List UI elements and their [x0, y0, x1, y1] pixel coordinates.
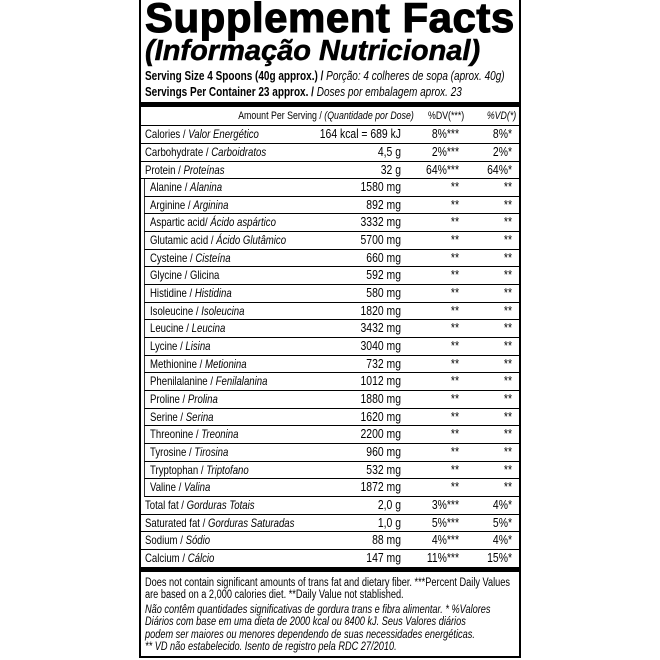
nutrient-name-en: Tryptophan — [150, 462, 199, 477]
footnote-english — [145, 577, 510, 602]
percent-daily-value-en: ** — [450, 479, 459, 495]
percent-daily-value-en: ** — [450, 249, 459, 265]
nutrient-name-pt: Cisteína — [195, 250, 231, 265]
nutrient-label — [145, 126, 259, 143]
amount-per-serving: 1872 mg — [360, 479, 401, 495]
nutrient-name-en: Cysteine — [150, 250, 188, 265]
percent-daily-value-en: ** — [450, 355, 459, 371]
nutrient-name-en: Proline — [150, 392, 180, 407]
nutrient-label — [150, 462, 249, 479]
nutrient-label — [145, 144, 266, 161]
percent-daily-value-pt: ** — [503, 373, 512, 389]
label-separator: / — [199, 515, 208, 530]
dv-header: %DV(***) — [428, 110, 465, 122]
nutrient-name-pt: Leucina — [191, 321, 226, 336]
nutrient-label — [150, 444, 228, 461]
footnote-line-pt: Diários com base em uma dieta de 2000 kcal ou 8400 kJ. Seus Valores diários — [145, 616, 466, 629]
percent-daily-value-pt: ** — [503, 249, 512, 265]
percent-daily-value-en: ** — [450, 373, 459, 389]
nutrient-label — [150, 356, 247, 373]
label-separator: / — [204, 215, 211, 230]
nutrient-name-pt: Arginina — [193, 197, 229, 212]
label-separator: / — [186, 445, 195, 459]
percent-daily-value-pt: 8%* — [492, 126, 512, 142]
amino-acid-row — [144, 356, 519, 374]
nutrient-row — [141, 126, 519, 144]
nutrient-name-en: Phenilalanine — [150, 374, 208, 389]
amount-per-serving: 1,0 g — [377, 514, 401, 530]
percent-daily-value-pt: ** — [503, 179, 512, 195]
percent-daily-value-pt: 4%* — [492, 496, 512, 512]
amount-header-en: Amount Per Serving — [238, 110, 317, 122]
label-separator: / — [177, 339, 186, 354]
nutrient-name-pt: Cálcio — [187, 550, 215, 565]
percent-daily-value-pt: ** — [503, 479, 512, 495]
amount-per-serving: 960 mg — [366, 444, 401, 459]
servings-per-container — [145, 85, 462, 100]
nutrient-name-pt: Proteínas — [183, 162, 225, 177]
amount-per-serving: 88 mg — [372, 532, 401, 548]
amount-per-serving: 3040 mg — [360, 338, 401, 354]
serving-size-en: Serving Size 4 Spoons (40g approx.) / — [145, 68, 324, 83]
footnote-line-pt: podem ser maiores ou menores dependendo de suas necessidades energéticas. — [145, 628, 475, 641]
nutrient-label — [145, 532, 210, 549]
amino-acid-row — [144, 462, 519, 480]
percent-daily-value-pt: 2%* — [492, 143, 512, 159]
label-separator: / — [182, 268, 191, 283]
amount-per-serving: 2200 mg — [360, 426, 401, 442]
percent-daily-value-pt: ** — [503, 391, 512, 407]
label-separator: / — [178, 497, 187, 512]
nutrient-name-pt: Ácido aspártico — [210, 215, 276, 230]
label-separator: / — [175, 480, 184, 495]
thick-divider-bottom — [141, 568, 519, 572]
nutrient-name-en: Protein — [145, 162, 176, 177]
label-separator: / — [183, 321, 192, 336]
supplement-facts-panel — [139, 0, 521, 658]
nutrient-name-pt: Serina — [185, 409, 214, 424]
amount-per-serving: 1880 mg — [360, 391, 401, 407]
percent-daily-value-en: 11%*** — [426, 549, 459, 565]
servings-per-container-en: Servings Per Container 23 approx. / — [145, 84, 314, 99]
nutrient-name-en: Lycine — [150, 339, 178, 354]
nutrient-label — [150, 232, 286, 249]
amino-acid-row — [144, 197, 519, 215]
nutrient-rows — [141, 126, 519, 567]
amount-per-serving: 1012 mg — [360, 373, 401, 389]
label-separator: / — [198, 462, 207, 477]
nutrient-name-pt: Metionina — [204, 356, 247, 371]
vd-header: %VD(*) — [486, 110, 517, 122]
percent-daily-value-pt: ** — [503, 214, 512, 230]
nutrient-name-pt: Prolina — [187, 392, 218, 407]
nutrient-label — [145, 497, 255, 514]
label-separator: / — [182, 180, 191, 195]
nutrient-name-pt: Fenilalanina — [215, 374, 268, 389]
nutrient-name-en: Glutamic acid — [150, 233, 209, 248]
nutrient-name-pt: Ácido Glutâmico — [216, 233, 287, 248]
percent-daily-value-en: 4%*** — [431, 532, 459, 548]
percent-daily-value-pt: 64%* — [487, 161, 512, 177]
percent-daily-value-en: ** — [450, 196, 459, 212]
percent-daily-value-en: ** — [450, 267, 459, 283]
amino-acid-row — [144, 320, 519, 338]
amino-acid-row — [144, 285, 519, 303]
amount-header-pt: (Quantidade por Dose) — [324, 110, 414, 122]
nutrient-name-pt: Valor Energético — [188, 127, 259, 142]
nutrient-label — [145, 515, 294, 532]
percent-daily-value-pt: ** — [503, 444, 512, 459]
footnote-line-en: Does not contain significant amounts of trans fat and dietary fiber. ***Percent Daily Values — [145, 577, 510, 589]
amount-header-separator: / — [316, 110, 325, 122]
nutrient-name-en: Saturated fat — [145, 515, 200, 530]
nutrient-row — [141, 162, 519, 180]
amino-acid-row — [144, 179, 519, 197]
amino-acid-row — [144, 232, 519, 250]
nutrient-label — [145, 162, 225, 179]
nutrient-name-en: Total fat — [145, 497, 179, 512]
label-separator: / — [196, 356, 205, 371]
nutrient-name-pt: Sódio — [185, 533, 211, 548]
percent-daily-value-en: ** — [450, 302, 459, 318]
nutrient-label — [150, 197, 228, 214]
nutrient-label — [150, 409, 214, 426]
label-separator: / — [177, 533, 186, 548]
percent-daily-value-pt: ** — [503, 426, 512, 442]
percent-daily-value-pt: ** — [503, 267, 512, 283]
percent-daily-value-en: ** — [450, 320, 459, 336]
amount-per-serving: 1580 mg — [360, 179, 401, 195]
label-separator: / — [177, 409, 186, 424]
amount-per-serving: 592 mg — [366, 267, 401, 283]
nutrient-label — [150, 214, 276, 231]
facts-table-area — [141, 0, 519, 656]
amino-acid-row — [144, 214, 519, 232]
nutrient-name-pt: Valina — [183, 480, 211, 495]
percent-daily-value-en: ** — [450, 338, 459, 354]
percent-daily-value-pt: ** — [503, 355, 512, 371]
nutrient-label — [150, 250, 231, 267]
panel-title: Supplement Facts — [145, 0, 515, 41]
nutrient-label — [150, 373, 267, 390]
percent-daily-value-en: 2%*** — [431, 143, 459, 159]
amount-per-serving: 580 mg — [366, 285, 401, 301]
amount-per-serving: 3432 mg — [360, 320, 401, 336]
nutrient-name-en: Glycine — [150, 268, 183, 283]
footnote-line-en: are based on a 2,000 calories diet. **Daily Value not stablished. — [145, 589, 404, 602]
panel-subtitle: (Informação Nutricional) — [145, 35, 481, 67]
percent-daily-value-pt: ** — [503, 461, 512, 477]
nutrient-row — [141, 532, 519, 550]
amount-per-serving-header — [238, 107, 414, 125]
nutrient-label — [145, 550, 214, 567]
amino-acid-row — [144, 391, 519, 409]
nutrient-name-en: Aspartic acid — [150, 215, 205, 230]
nutrient-name-pt: Glicina — [190, 268, 220, 283]
amino-acid-row — [144, 426, 519, 444]
nutrient-name-pt: Isoleucina — [201, 303, 245, 318]
amount-per-serving: 3332 mg — [360, 214, 401, 230]
percent-daily-value-pt: ** — [503, 408, 512, 424]
label-separator: / — [193, 427, 202, 442]
serving-size — [145, 69, 505, 84]
nutrient-name-en: Calcium — [145, 550, 180, 565]
amount-per-serving: 1620 mg — [360, 408, 401, 424]
amount-per-serving: 532 mg — [366, 461, 401, 477]
label-separator: / — [179, 392, 188, 407]
nutrient-row — [141, 515, 519, 533]
amount-per-serving: 147 mg — [366, 549, 401, 565]
percent-daily-value-pt: 4%* — [492, 532, 512, 548]
percent-daily-value-en: ** — [450, 426, 459, 442]
nutrient-name-en: Isoleucine — [150, 303, 194, 318]
nutrient-label — [150, 479, 210, 496]
header-row — [141, 107, 519, 126]
nutrient-name-pt: Tirosina — [194, 445, 229, 459]
nutrient-label — [150, 338, 211, 355]
footnote-line-pt: ** VD não estabelecido. Isento de registro pela RDC 27/2010. — [145, 641, 397, 654]
nutrient-name-pt: Lisina — [185, 339, 211, 354]
label-separator: / — [179, 550, 188, 565]
nutrient-name-pt: Triptofano — [206, 462, 249, 477]
percent-daily-value-en: ** — [450, 391, 459, 407]
percent-daily-value-pt: ** — [503, 320, 512, 336]
nutrient-label — [150, 426, 238, 443]
amount-per-serving: 5700 mg — [360, 232, 401, 248]
amino-acid-row — [144, 303, 519, 321]
percent-daily-value-pt: ** — [503, 196, 512, 212]
amount-per-serving: 2,0 g — [377, 496, 401, 512]
nutrient-label — [150, 320, 225, 337]
nutrient-label — [150, 303, 244, 320]
nutrient-name-en: Carbohydrate — [145, 144, 204, 159]
nutrient-name-en: Arginine — [150, 197, 186, 212]
amount-per-serving: 732 mg — [366, 355, 401, 371]
percent-daily-value-pt: 5%* — [492, 514, 512, 530]
percent-daily-value-en: ** — [450, 444, 459, 459]
nutrient-row — [141, 144, 519, 162]
percent-daily-value-en: 3%*** — [431, 496, 459, 512]
percent-daily-value-en: ** — [450, 232, 459, 248]
percent-daily-value-pt: ** — [503, 302, 512, 318]
amount-per-serving: 4,5 g — [377, 143, 401, 159]
nutrient-name-en: Alanine — [150, 180, 183, 195]
footnote-line-pt: Não contêm quantidades significativas de gordura trans e fibra alimentar. * %Valores — [145, 604, 491, 616]
amino-acid-row — [144, 267, 519, 285]
nutrient-name-pt: Gorduras Saturadas — [207, 515, 295, 530]
nutrient-name-en: Histidine — [150, 286, 187, 301]
percent-daily-value-en: 64%*** — [426, 161, 459, 177]
nutrient-name-en: Tyrosine — [150, 445, 187, 459]
nutrient-row — [141, 497, 519, 515]
percent-daily-value-en: 5%*** — [431, 514, 459, 530]
percent-daily-value-en: ** — [450, 461, 459, 477]
amino-acid-row — [144, 409, 519, 427]
label-separator: / — [180, 127, 189, 142]
label-separator: / — [208, 233, 217, 248]
label-separator: / — [175, 162, 184, 177]
label-separator: / — [187, 250, 196, 265]
percent-daily-value-pt: ** — [503, 285, 512, 301]
nutrient-name-pt: Carboidratos — [211, 144, 267, 159]
label-separator: / — [185, 197, 194, 212]
servings-per-container-pt: Doses por embalagem aprox. 23 — [316, 84, 462, 99]
percent-daily-value-en: ** — [450, 285, 459, 301]
amount-per-serving: 660 mg — [366, 249, 401, 265]
label-separator: / — [186, 286, 195, 301]
amino-acid-row — [144, 373, 519, 391]
percent-daily-value-en: 8%*** — [431, 126, 459, 142]
nutrient-name-en: Leucine — [150, 321, 184, 336]
percent-daily-value-en: ** — [450, 179, 459, 195]
amount-per-serving: 164 kcal = 689 kJ — [319, 126, 401, 142]
footnote-portuguese — [145, 604, 491, 654]
label-separator: / — [207, 374, 216, 389]
amino-acid-row — [144, 338, 519, 356]
nutrient-name-en: Threonine — [150, 427, 194, 442]
percent-daily-value-pt: 15%* — [487, 549, 512, 565]
nutrient-label — [150, 267, 219, 284]
percent-daily-value-en: ** — [450, 214, 459, 230]
amino-acid-row — [144, 444, 519, 462]
amount-per-serving: 1820 mg — [360, 302, 401, 318]
nutrient-row — [141, 550, 519, 568]
nutrient-name-pt: Alanina — [190, 180, 223, 195]
percent-daily-value-pt: ** — [503, 232, 512, 248]
nutrient-label — [150, 179, 222, 196]
serving-size-pt: Porção: 4 colheres de sopa (aprox. 40g) — [326, 68, 505, 83]
nutrient-label — [150, 391, 218, 408]
nutrient-name-pt: Treonina — [201, 427, 239, 442]
nutrient-name-en: Valine — [150, 480, 176, 495]
nutrient-label — [150, 285, 232, 302]
nutrient-name-pt: Histidina — [194, 286, 232, 301]
nutrient-name-en: Calories — [145, 127, 181, 142]
nutrient-name-en: Serine — [150, 409, 178, 424]
amino-acid-row — [144, 479, 519, 497]
amount-per-serving: 892 mg — [366, 196, 401, 212]
amino-acid-row — [144, 250, 519, 268]
nutrient-name-en: Methionine — [150, 356, 197, 371]
nutrient-name-pt: Gorduras Totais — [186, 497, 255, 512]
label-separator: / — [193, 303, 202, 318]
label-separator: / — [203, 144, 212, 159]
amount-per-serving: 32 g — [380, 161, 401, 177]
percent-daily-value-pt: ** — [503, 338, 512, 354]
nutrient-name-en: Sodium — [145, 533, 178, 548]
percent-daily-value-en: ** — [450, 408, 459, 424]
